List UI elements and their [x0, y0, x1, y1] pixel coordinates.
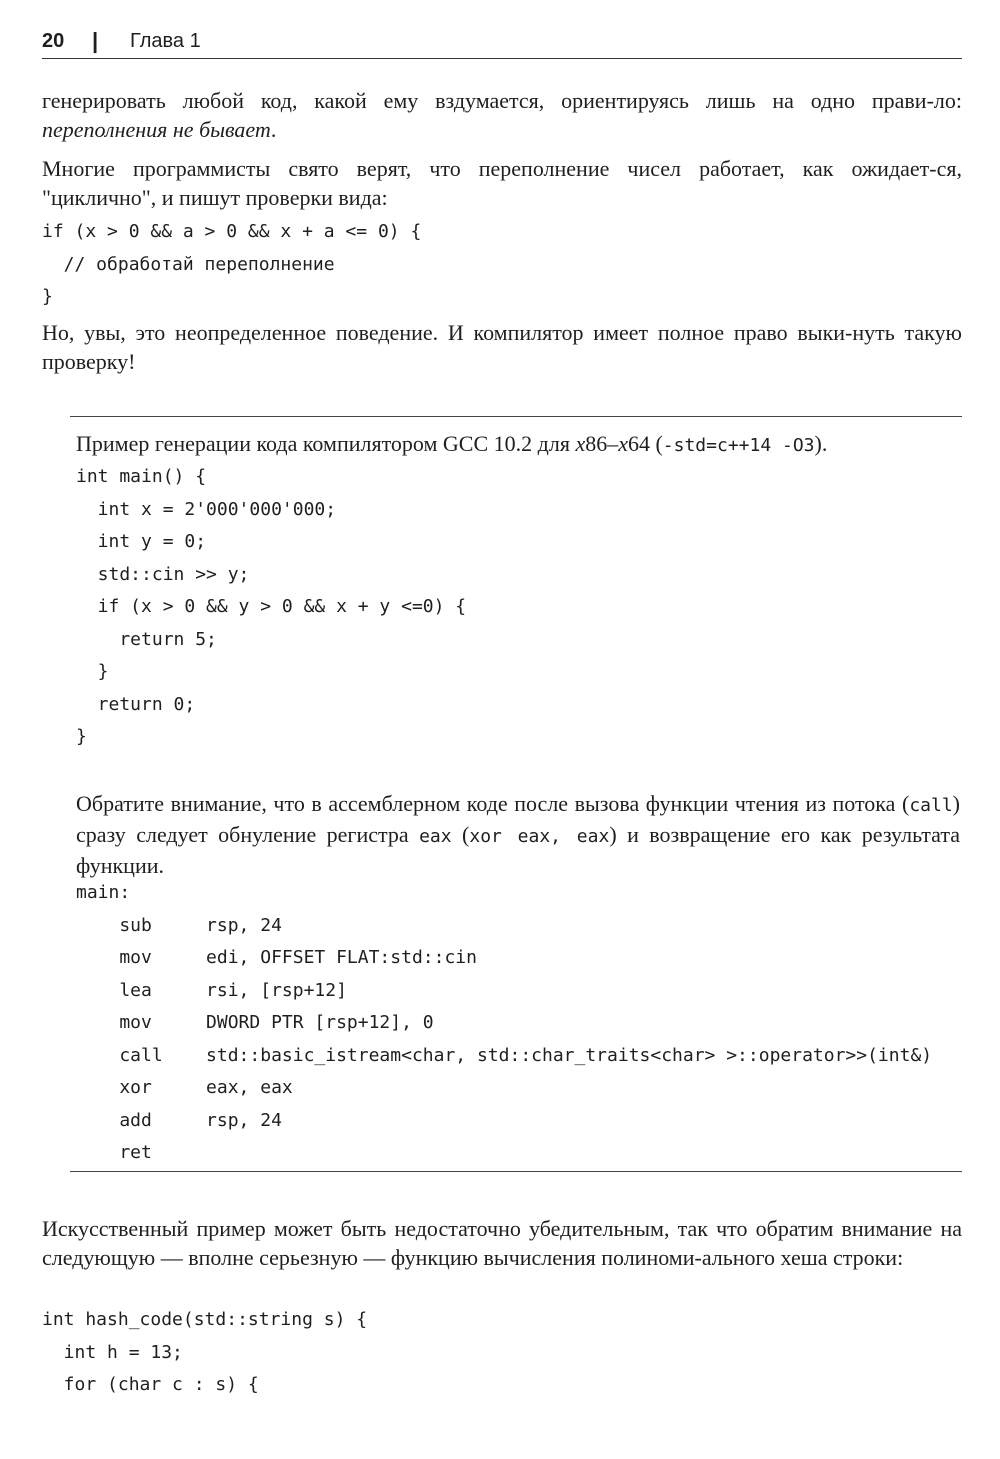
asm-line: mov DWORD PTR [rsp+12], 0 — [76, 1012, 434, 1033]
code-line: if (x > 0 && y > 0 && x + y <=0) { — [76, 596, 467, 617]
code-line: } — [76, 661, 109, 682]
asm-line: xor eax, eax — [76, 1077, 293, 1098]
code-line: } — [76, 726, 87, 747]
code-line: int hash_code(std::string s) { — [42, 1309, 368, 1330]
note-code-eax: eax — [419, 826, 452, 847]
code-block-main-example — [76, 461, 466, 754]
code-block-overflow-check — [42, 216, 421, 314]
code-line: return 5; — [76, 628, 217, 650]
paragraph-4: Искусственный пример может быть недостаточно убедительным, так что обратим внимание на следующую — вполне серьезную — функцию вычисления полиноми-ального хеша строки: — [42, 1216, 962, 1270]
code-line: int x = 2'000'000'000; — [76, 498, 337, 520]
example-note — [76, 789, 960, 880]
caption-text: Пример генерации кода компилятором GCC 10.2 для — [76, 431, 576, 456]
asm-line: add rsp, 24 — [76, 1109, 282, 1131]
example-caption — [76, 429, 956, 460]
note-text-3: ( — [451, 822, 470, 847]
asm-line: sub rsp, 24 — [76, 914, 282, 936]
paragraph-1-end: . — [270, 117, 277, 142]
code-line: } — [42, 286, 53, 307]
header-separator: | — [92, 28, 99, 53]
code-line: // обработай переполнение — [42, 253, 335, 275]
paragraph-1 — [42, 86, 962, 144]
caption-compiler-flags: -std=c++14 -O3 — [662, 435, 815, 456]
note-text-4: ) и возвращение его как результата функции. — [76, 822, 960, 878]
page-number: 20 — [42, 30, 65, 52]
running-header — [42, 28, 962, 59]
paragraph-1-emphasis: переполнения не бывает — [42, 117, 271, 142]
code-line: int main() { — [76, 466, 207, 487]
note-code-xor: xor eax, eax — [469, 826, 610, 847]
code-line: std::cin >> y; — [76, 563, 250, 585]
asm-line: call std::basic_istream<char, std::char_traits<char> >::operator>>(int&) — [76, 1044, 933, 1066]
asm-line: ret — [76, 1142, 152, 1163]
code-block-assembly — [76, 877, 932, 1170]
note-code-call: call — [909, 795, 953, 816]
caption-arch-x1: x — [575, 431, 586, 456]
code-block-hash-code — [42, 1304, 367, 1402]
chapter-title: Глава 1 — [130, 30, 201, 52]
code-line: return 0; — [76, 693, 196, 715]
code-line: int h = 13; — [42, 1341, 183, 1363]
asm-line: mov edi, OFFSET FLAT:std::cin — [76, 947, 477, 968]
caption-arch-x2: x — [618, 431, 628, 456]
example-box — [70, 416, 962, 1172]
paragraph-3: Но, увы, это неопределенное поведение. И компилятор имеет полное право выки-нуть такую проверку! — [42, 320, 962, 374]
code-line: if (x > 0 && a > 0 && x + a <= 0) { — [42, 221, 422, 242]
code-line: int y = 0; — [76, 531, 207, 552]
asm-line: lea rsi, [rsp+12] — [76, 979, 347, 1001]
caption-arch-86: 86– — [585, 431, 619, 456]
note-text-2: ) сразу следует обнуление регистра — [76, 791, 960, 847]
asm-line: main: — [76, 882, 131, 903]
code-line: for (char c : s) { — [42, 1374, 259, 1395]
caption-arch-64: 64 ( — [627, 431, 663, 456]
note-text-1: Обратите внимание, что в ассемблерном коде после вызова функции чтения из потока ( — [76, 791, 910, 816]
paragraph-2: Многие программисты свято верят, что переполнение чисел работает, как ожидает-ся, "циклично", и пишут проверки вида: — [42, 156, 962, 210]
paragraph-1-text: генерировать любой код, какой ему вздумается, ориентируясь лишь на одно прави-ло: — [42, 88, 962, 113]
caption-end: ). — [814, 431, 828, 456]
